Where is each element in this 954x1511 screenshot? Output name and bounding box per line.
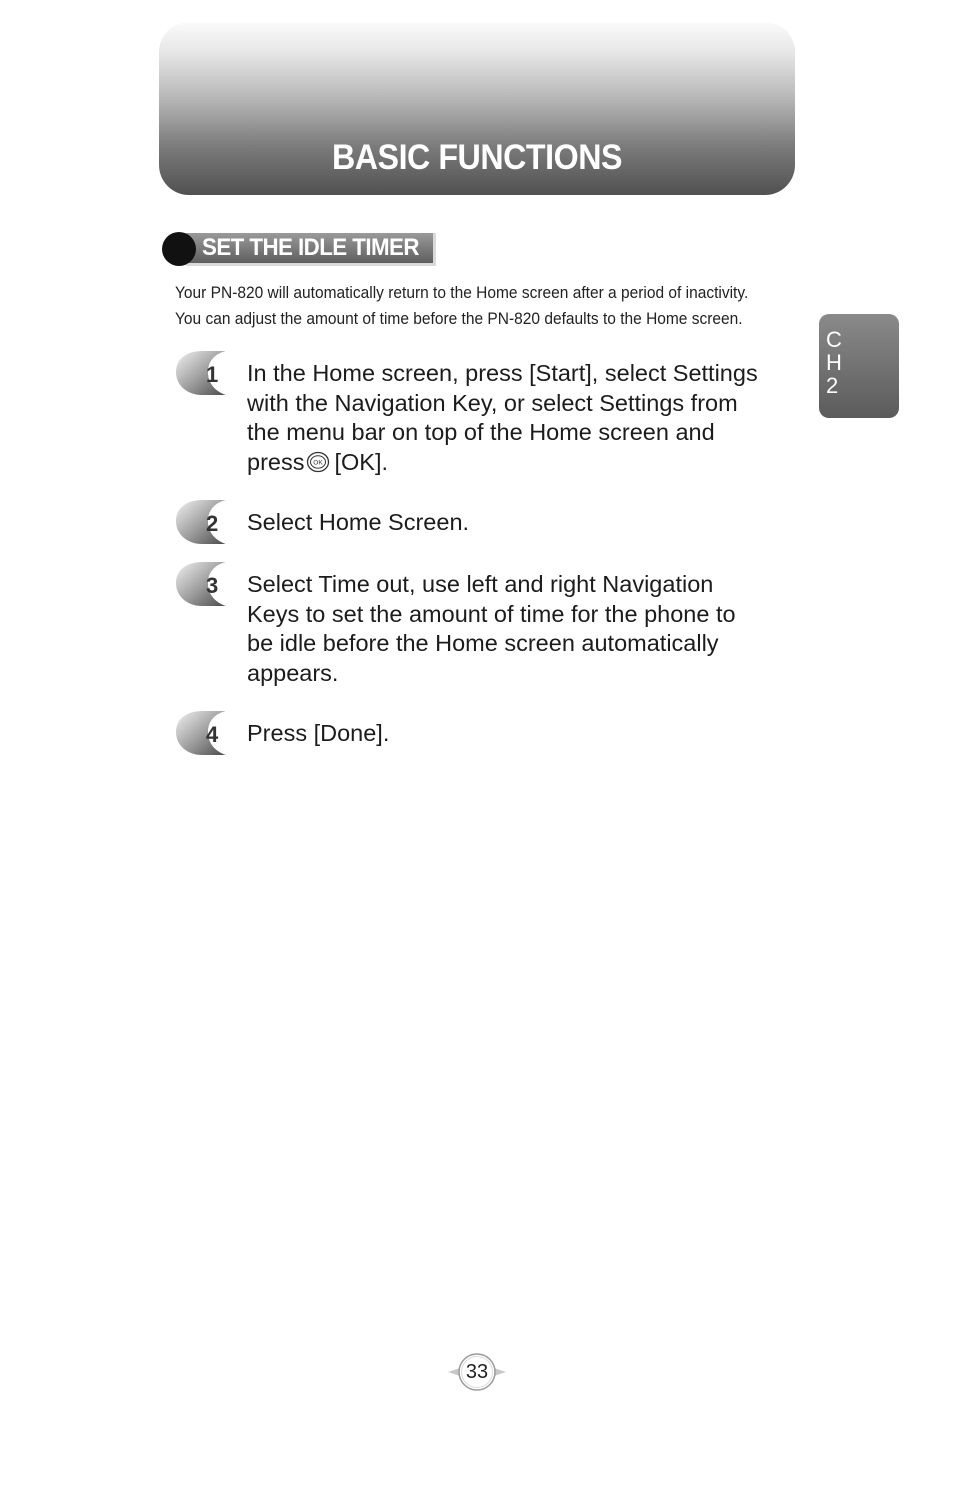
step-badge-icon bbox=[174, 710, 232, 756]
page-number bbox=[446, 1352, 508, 1392]
page-number-value: 33 bbox=[465, 1361, 489, 1383]
section-heading-label: SET THE IDLE TIMER bbox=[202, 234, 419, 261]
step-badge-icon bbox=[174, 561, 232, 607]
chapter-tab bbox=[819, 314, 899, 418]
step-badge-icon bbox=[174, 499, 232, 545]
step-text-part: [OK]. bbox=[334, 448, 389, 475]
section-bullet-icon bbox=[162, 232, 196, 266]
chapter-tab-label bbox=[826, 328, 842, 397]
intro-line: Your PN-820 will automatically return to the Home screen after a period of inactivity. bbox=[175, 284, 749, 302]
chapter-tab-letter: 2 bbox=[826, 373, 839, 398]
intro-line: You can adjust the amount of time before the PN-820 defaults to the Home screen. bbox=[175, 310, 743, 328]
intro-paragraph bbox=[175, 280, 777, 332]
step-text bbox=[247, 359, 807, 477]
step-badge-icon bbox=[174, 350, 232, 396]
chapter-tab-letter: H bbox=[826, 350, 842, 375]
step-text: Press [Done]. bbox=[247, 720, 390, 746]
page-title: BASIC FUNCTIONS bbox=[331, 138, 623, 177]
ok-key-icon bbox=[306, 451, 330, 473]
step-number: 1 bbox=[206, 362, 219, 387]
step-text-part: In the Home screen, press [Start], select Settings with the Navigation Key, or select Settings from the menu bar on top of the Home screen and press bbox=[247, 360, 758, 475]
step-text: Select Home Screen. bbox=[247, 509, 470, 535]
step-number: 3 bbox=[206, 573, 219, 598]
chapter-tab-letter: C bbox=[826, 327, 842, 352]
step-number: 4 bbox=[206, 722, 219, 747]
svg-text:OK: OK bbox=[313, 459, 324, 466]
step-number: 2 bbox=[206, 511, 219, 536]
step-text: Select Time out, use left and right Navigation Keys to set the amount of time for the phone to be idle before the Home screen automatically appears. bbox=[247, 571, 736, 686]
section-heading bbox=[162, 231, 438, 267]
